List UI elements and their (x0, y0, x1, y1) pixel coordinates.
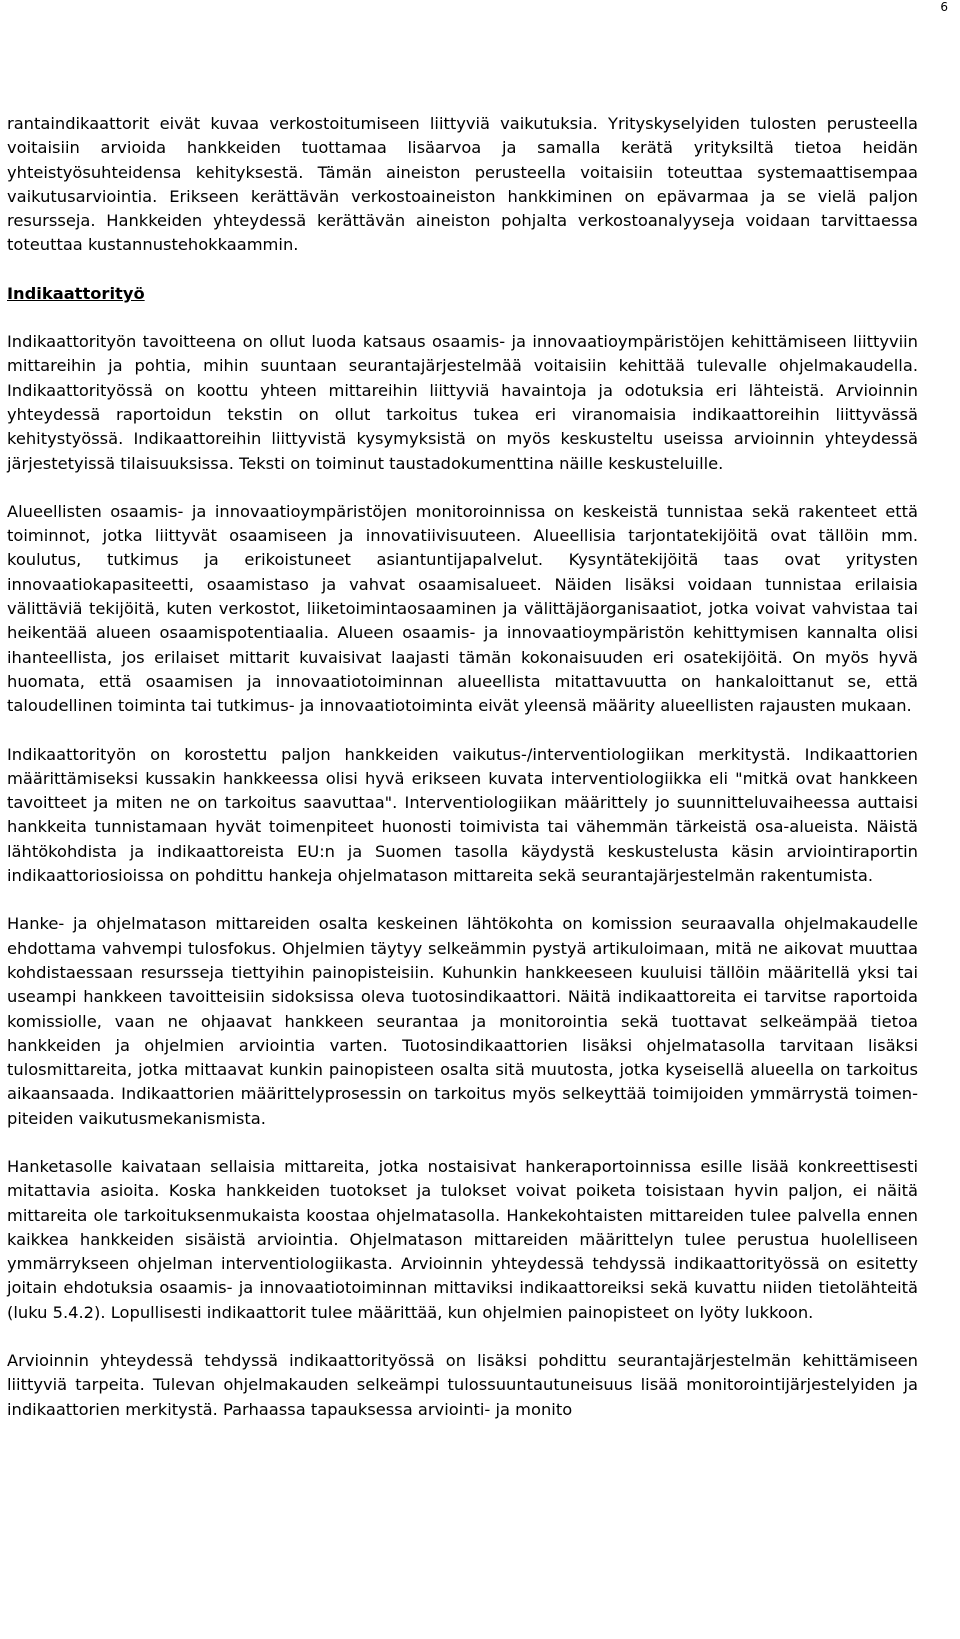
paragraph: rantaindikaattorit eivät kuvaa verkostoitumiseen liittyviä vaikutuksia. Yrityskyselyiden tulosten perusteella voitaisiin arvioida hankkeiden tuottamaa lisäarvoa ja samalla kerätä yrityksiltä tietoa heidän yhteistyösuhteidensa kehityksestä. Tämän aineiston perusteella voitaisiin toteuttaa systemaattisempaa vaikutusarviointia. Erikseen kerättävän verkostoaineiston hankkiminen on epävarmaa ja se vielä paljon resursseja. Hankkeiden yhteydessä kerättävän aineiston pohjalta verkostoanalyyseja voidaan tarvittaessa toteuttaa kustannustehokkaammin. (7, 114, 918, 255)
page-number: 6 (940, 0, 948, 14)
paragraph: Arvioinnin yhteydessä tehdyssä indikaattorityössä on lisäksi pohdittu seurantajärjestelmän kehittämiseen liittyviä tarpeita. Tulevan ohjelmakauden selkeämpi tulossuuntautuneisuus lisää monitorointijärjestelyiden ja indikaattorien merkitystä. Parhaassa tapauksessa arviointi- ja monito (7, 1351, 918, 1419)
document-body (7, 112, 918, 1446)
paragraph: Indikaattorityön tavoitteena on ollut luoda katsaus osaamis- ja innovaatioympäristöjen kehittämiseen liittyviin mittareihin ja pohtia, mihin suuntaan seurantajärjestelmää voitaisiin kehittää tulevalle ohjelmakaudella. Indikaattorityössä on koottu yhteen mittareihin liittyviä havaintoja ja odotuksia eri lähteistä. Arvioinnin yhteydessä raportoidun tekstin on ollut tarkoitus tukea eri viranomaisia indikaattoreihin liittyvässä kehitystyössä. Indikaattoreihin liittyvistä kysymyksistä on myös keskusteltu useissa arvioinnin yhteydessä järjestetyissä tilaisuuksissa. Teksti on toiminut taustadokumenttina näille keskusteluille. (7, 332, 918, 473)
paragraph: Hanke- ja ohjelmatason mittareiden osalta keskeinen lähtökohta on komission seuraavalla ohjelmakaudelle ehdottama vahvempi tulosfokus. Ohjelmien täytyy selkeämmin pystyä artikuloimaan, mitä ne aikovat muuttaa kohdistaessaan resursseja tiettyihin painopisteisiin. Kuhunkin hankkeeseen kuuluisi tällöin määritellä yksi tai useampi hankkeen tavoitteisiin sidoksissa oleva tuotosindikaattori. Näitä indikaattoreita ei tarvitse raportoida komissiolle, vaan ne ohjaavat hankkeen seurantaa ja monitorointia sekä tuottavat selkeämpää tietoa hankkeiden ja ohjelmien arviointia varten. Tuotosindikaattorien lisäksi ohjelmatasolla tarvitaan lisäksi tulosmittareita, jotka mittaavat kunkin painopisteen osalta sitä muutosta, jotka kyseisellä alueella on tarkoitus aikaansaada. Indikaattorien määrittelyprosessin on tarkoitus myös selkeyttää toimijoiden ymmärrystä toimenpiteiden vaikutusmekanismista. (7, 914, 918, 1128)
section-heading: Indikaattorityö (7, 283, 145, 303)
paragraph: Indikaattorityön on korostettu paljon hankkeiden vaikutus-/interventiologiikan merkitystä. Indikaattorien määrittämiseksi kussakin hankkeessa olisi hyvä erikseen kuvata interventiologiikka eli "mitkä ovat hankkeen tavoitteet ja miten ne on tarkoitus saavuttaa". Interventiologiikan määrittely jo suunnitteluvaiheessa auttaisi hankkeita tunnistamaan hyvät toimenpiteet huonosti toimivista tai vähemmän tärkeistä osa-alueista. Näistä lähtökohdista ja indikaattoreista EU:n ja Suomen tasolla käydystä keskustelusta käsin arviointiraportin indikaattoriosioissa on pohdittu hankeja ohjelmatason mittareita sekä seurantajärjestelmän rakentumista. (7, 744, 918, 886)
paragraph: Hanketasolle kaivataan sellaisia mittareita, jotka nostaisivat hankeraportoinnissa esille lisää konkreettisesti mitattavia asioita. Koska hankkeiden tuotokset ja tulokset voivat poiketa toisistaan hyvin paljon, ei näitä mittareita ole tarkoituksenmukaista koostaa ohjelmatasolla. Hankekohtaisten mittareiden tulee palvella ennen kaikkea hankkeiden sisäistä arviointia. Ohjelmatason mittareiden määrittelyn tulee perustua huolelliseen ymmärrykseen ohjelman interventiologiikasta. Arvioinnin yhteydessä tehdyssä indikaattorityössä on esitetty joitain ehdotuksia osaamis- ja innovaatiotoiminnan mittaviksi indikaattoreiksi sekä kuvattu niiden tietolähteitä (luku 5.4.2). Lopullisesti indikaattorit tulee määrittää, kun ohjelmien painopisteet on lyöty lukkoon. (7, 1156, 918, 1322)
paragraph: Alueellisten osaamis- ja innovaatioympäristöjen monitoroinnissa on keskeistä tunnistaa sekä rakenteet että toiminnot, jotka liittyvät osaamiseen ja innovatiivisuuteen. Alueellisia tarjontatekijöitä ovat tällöin mm. koulutus, tutkimus ja erikoistuneet asiantuntijapalvelut. Kysyntätekijöitä taas ovat yritysten innovaatiokapasiteetti, osaamistaso ja vahvat osaamisalueet. Näiden lisäksi voidaan tunnistaa erilaisia välittäviä tekijöitä, kuten verkostot, liiketoimintaosaaminen ja välittäjäorganisaatiot, jotka voivat vahvistaa tai heikentää alueen osaamispotentiaalia. Alueen osaamis- ja innovaatioympäristön kehittymisen kannalta olisi ihanteellista, jos erilaiset mittarit kuvaisivat laajasti tämän kokonaisuuden eri osatekijöitä. On myös hyvä huomata, että osaamisen ja innovaatiotoiminnan alueellista mitattavuutta on hankaloittanut se, että taloudellinen toiminta tai tutkimus- ja innovaatiotoiminta eivät yleensä määrity alueellisten rajausten mukaan. (7, 501, 918, 716)
